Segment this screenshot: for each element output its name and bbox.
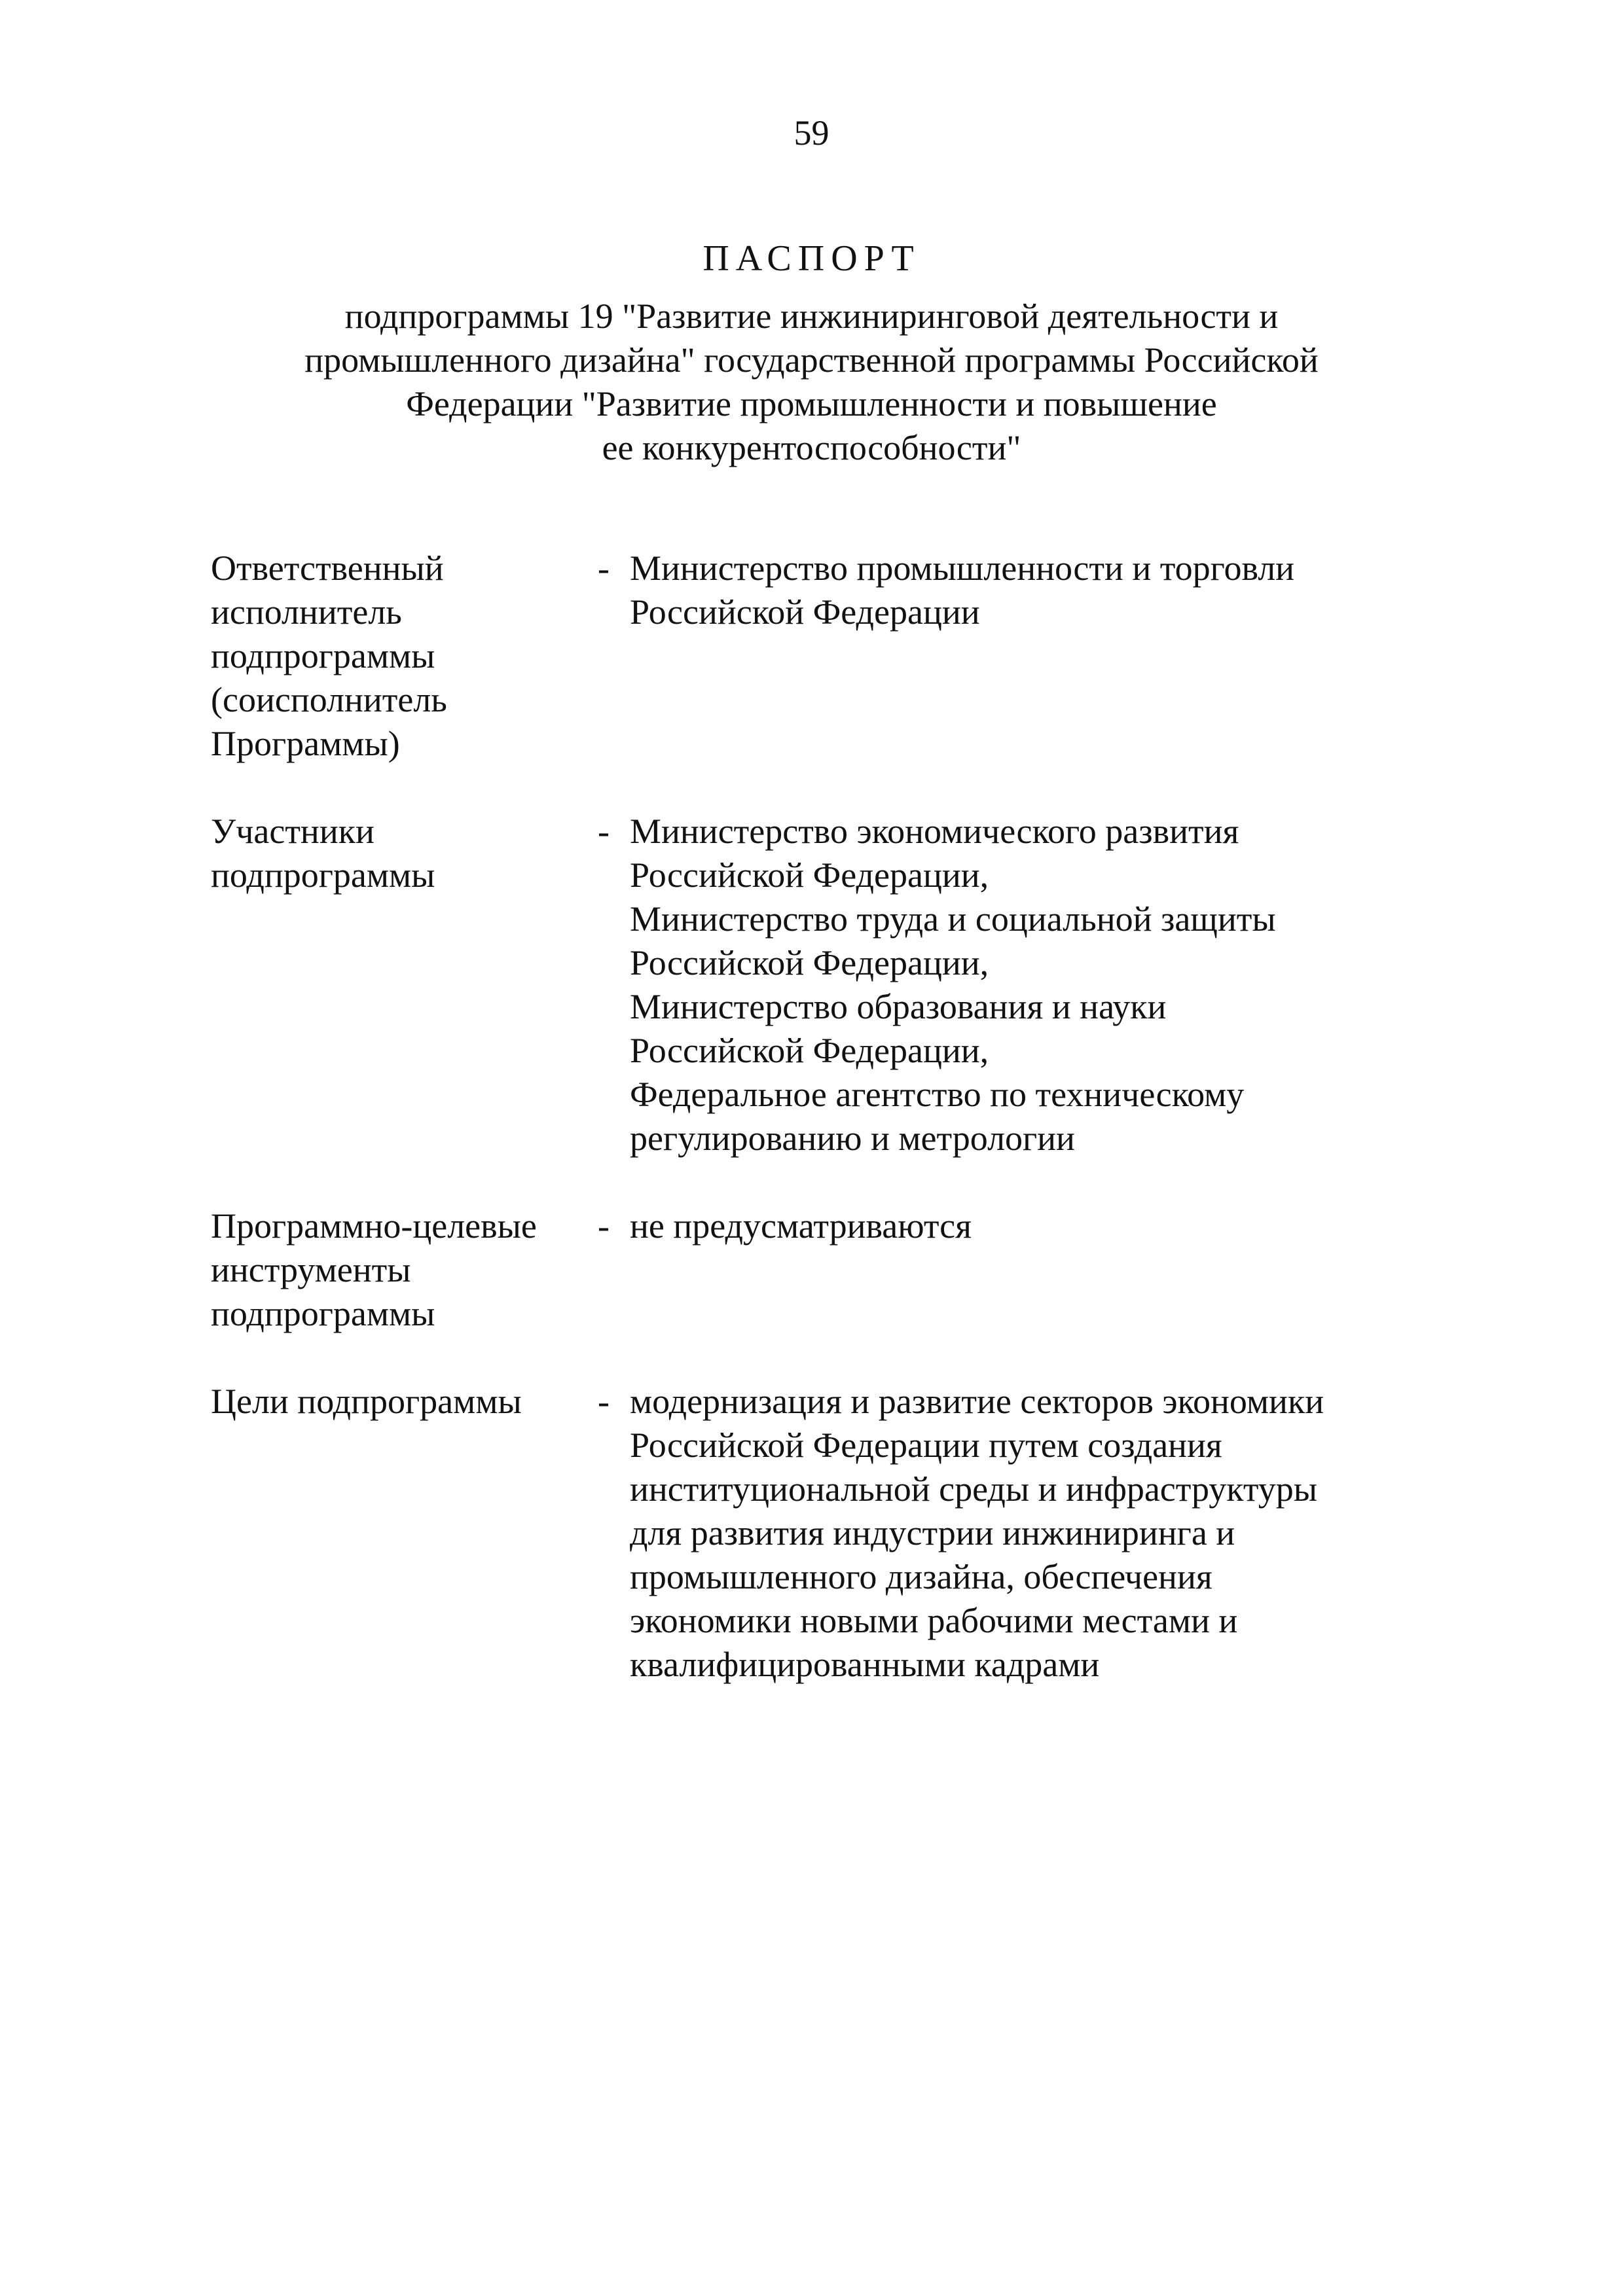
label-line: Участники [211, 812, 374, 851]
label-line: инструменты [211, 1250, 411, 1289]
row-dash: - [598, 812, 610, 851]
subtitle-line: Федерации "Развитие промышленности и повышение [406, 384, 1217, 423]
value-line: Российской Федерации, [630, 943, 989, 982]
label-line: исполнитель [211, 592, 402, 632]
row-value [630, 547, 1455, 634]
label-line: (соисполнитель [211, 680, 447, 719]
value-line: Министерство труда и социальной защиты [630, 899, 1276, 939]
row-value [630, 1204, 1455, 1248]
label-line: подпрограммы [211, 1294, 435, 1333]
label-line: Программы) [211, 724, 400, 763]
value-line: модернизация и развитие секторов экономики [630, 1382, 1324, 1421]
value-line: экономики новыми рабочими местами и [630, 1601, 1238, 1640]
value-line: Федеральное агентство по техническому [630, 1075, 1245, 1114]
value-line: Министерство промышленности и торговли [630, 548, 1295, 588]
value-line: Министерство экономического развития [630, 812, 1239, 851]
passport-row-program-tools [211, 1204, 1455, 1336]
subtitle-line: подпрограммы 19 "Развитие инжиниринговой деятельности и [344, 296, 1279, 336]
value-line: Российской Федерации путем создания [630, 1426, 1222, 1465]
value-line: для развития индустрии инжиниринга и [630, 1513, 1235, 1552]
subtitle-line: промышленного дизайна" государственной программы Российской [304, 340, 1319, 380]
label-line: Цели подпрограммы [211, 1382, 522, 1421]
row-label [211, 1204, 577, 1336]
value-line: Российской Федерации [630, 592, 980, 632]
document-subtitle [0, 295, 1623, 470]
label-line: подпрограммы [211, 855, 435, 895]
passport-row-participants [211, 810, 1455, 1160]
row-label [211, 547, 577, 766]
label-line: Программно-целевые [211, 1206, 537, 1246]
value-line: не предусматриваются [630, 1206, 972, 1246]
value-line: Российской Федерации, [630, 855, 989, 895]
value-line: квалифицированными кадрами [630, 1645, 1100, 1684]
value-line: регулированию и метрологии [630, 1119, 1075, 1158]
passport-table [211, 547, 1455, 1731]
passport-row-goals [211, 1380, 1455, 1687]
document-title: ПАСПОРТ [702, 238, 921, 279]
value-line: Министерство образования и науки [630, 987, 1167, 1026]
page-number: 59 [793, 113, 830, 152]
label-line: Ответственный [211, 548, 444, 588]
row-dash: - [598, 1206, 610, 1246]
row-value [630, 810, 1455, 1160]
label-line: подпрограммы [211, 636, 435, 675]
passport-row-responsible-executor [211, 547, 1455, 766]
row-label [211, 810, 577, 897]
value-line: промышленного дизайна, обеспечения [630, 1557, 1213, 1596]
subtitle-line: ее конкурентоспособности" [602, 428, 1021, 467]
value-line: институциональной среды и инфраструктуры [630, 1469, 1317, 1509]
row-dash: - [598, 1382, 610, 1421]
value-line: Российской Федерации, [630, 1031, 989, 1070]
row-label [211, 1380, 577, 1424]
row-dash: - [598, 548, 610, 588]
row-value [630, 1380, 1455, 1687]
